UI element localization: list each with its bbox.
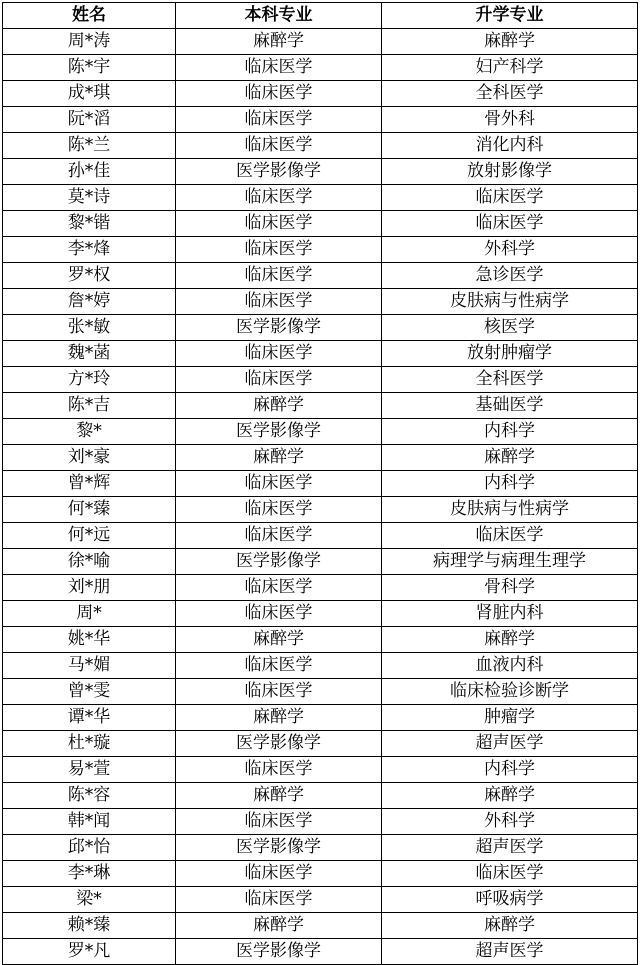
cell-graduate-major: 消化内科 (382, 133, 638, 159)
cell-graduate-major: 内科学 (382, 471, 638, 497)
header-row (3, 3, 638, 29)
cell-undergrad-major: 临床医学 (176, 367, 382, 393)
cell-graduate-major: 放射影像学 (382, 159, 638, 185)
table-row (3, 497, 638, 523)
cell-undergrad-major: 临床医学 (176, 133, 382, 159)
cell-graduate-major: 麻醉学 (382, 29, 638, 55)
cell-graduate-major: 临床医学 (382, 211, 638, 237)
cell-name: 徐*喻 (3, 549, 176, 575)
cell-graduate-major: 病理学与病理生理学 (382, 549, 638, 575)
table-row (3, 887, 638, 913)
cell-name: 李*琳 (3, 861, 176, 887)
cell-undergrad-major: 临床医学 (176, 263, 382, 289)
cell-name: 周* (3, 601, 176, 627)
cell-name: 刘*豪 (3, 445, 176, 471)
cell-name: 邱*怡 (3, 835, 176, 861)
cell-undergrad-major: 麻醉学 (176, 783, 382, 809)
cell-graduate-major: 外科学 (382, 809, 638, 835)
cell-undergrad-major: 临床医学 (176, 523, 382, 549)
table-row (3, 55, 638, 81)
cell-graduate-major: 肿瘤学 (382, 705, 638, 731)
table-row (3, 861, 638, 887)
table-row (3, 185, 638, 211)
cell-graduate-major: 全科医学 (382, 367, 638, 393)
cell-graduate-major: 临床医学 (382, 185, 638, 211)
table-row (3, 263, 638, 289)
cell-undergrad-major: 麻醉学 (176, 913, 382, 939)
table-row (3, 289, 638, 315)
table-row (3, 731, 638, 757)
table-row (3, 445, 638, 471)
table-row (3, 133, 638, 159)
table-row (3, 367, 638, 393)
cell-name: 罗*凡 (3, 939, 176, 965)
cell-name: 曾*辉 (3, 471, 176, 497)
student-majors-table (2, 2, 638, 965)
cell-name: 何*远 (3, 523, 176, 549)
cell-undergrad-major: 临床医学 (176, 861, 382, 887)
cell-graduate-major: 内科学 (382, 419, 638, 445)
cell-name: 赖*臻 (3, 913, 176, 939)
cell-graduate-major: 临床医学 (382, 861, 638, 887)
cell-name: 何*臻 (3, 497, 176, 523)
cell-undergrad-major: 麻醉学 (176, 29, 382, 55)
cell-undergrad-major: 临床医学 (176, 237, 382, 263)
table-row (3, 29, 638, 55)
cell-name: 罗*权 (3, 263, 176, 289)
cell-name: 李*烽 (3, 237, 176, 263)
cell-undergrad-major: 临床医学 (176, 289, 382, 315)
cell-name: 周*涛 (3, 29, 176, 55)
table-row (3, 315, 638, 341)
table-row (3, 601, 638, 627)
cell-name: 莫*诗 (3, 185, 176, 211)
table-row (3, 783, 638, 809)
cell-undergrad-major: 临床医学 (176, 653, 382, 679)
table-row (3, 159, 638, 185)
cell-graduate-major: 呼吸病学 (382, 887, 638, 913)
cell-name: 张*敏 (3, 315, 176, 341)
table-row (3, 211, 638, 237)
cell-undergrad-major: 临床医学 (176, 341, 382, 367)
table-body (3, 29, 638, 965)
column-header-undergrad-major: 本科专业 (176, 3, 382, 29)
table-row (3, 471, 638, 497)
cell-name: 梁* (3, 887, 176, 913)
cell-undergrad-major: 医学影像学 (176, 159, 382, 185)
cell-name: 谭*华 (3, 705, 176, 731)
cell-name: 方*玲 (3, 367, 176, 393)
cell-undergrad-major: 临床医学 (176, 185, 382, 211)
cell-graduate-major: 肾脏内科 (382, 601, 638, 627)
table-row (3, 913, 638, 939)
table-row (3, 705, 638, 731)
table-row (3, 939, 638, 965)
cell-graduate-major: 麻醉学 (382, 913, 638, 939)
cell-name: 詹*婷 (3, 289, 176, 315)
cell-graduate-major: 麻醉学 (382, 445, 638, 471)
cell-name: 孙*佳 (3, 159, 176, 185)
cell-name: 马*媚 (3, 653, 176, 679)
cell-graduate-major: 外科学 (382, 237, 638, 263)
cell-name: 黎*锴 (3, 211, 176, 237)
cell-undergrad-major: 临床医学 (176, 679, 382, 705)
column-header-name: 姓名 (3, 3, 176, 29)
cell-name: 陈*宇 (3, 55, 176, 81)
cell-undergrad-major: 麻醉学 (176, 627, 382, 653)
cell-graduate-major: 全科医学 (382, 81, 638, 107)
cell-undergrad-major: 临床医学 (176, 471, 382, 497)
cell-graduate-major: 临床检验诊断学 (382, 679, 638, 705)
cell-undergrad-major: 临床医学 (176, 757, 382, 783)
table-row (3, 835, 638, 861)
cell-undergrad-major: 麻醉学 (176, 445, 382, 471)
cell-graduate-major: 基础医学 (382, 393, 638, 419)
cell-name: 姚*华 (3, 627, 176, 653)
table-row (3, 653, 638, 679)
cell-graduate-major: 核医学 (382, 315, 638, 341)
table-row (3, 341, 638, 367)
table-row (3, 107, 638, 133)
cell-graduate-major: 骨科学 (382, 575, 638, 601)
cell-graduate-major: 皮肤病与性病学 (382, 497, 638, 523)
cell-undergrad-major: 临床医学 (176, 887, 382, 913)
table-row (3, 809, 638, 835)
table-row (3, 549, 638, 575)
cell-graduate-major: 急诊医学 (382, 263, 638, 289)
cell-name: 杜*璇 (3, 731, 176, 757)
table-row (3, 523, 638, 549)
cell-graduate-major: 超声医学 (382, 835, 638, 861)
cell-graduate-major: 临床医学 (382, 523, 638, 549)
cell-graduate-major: 麻醉学 (382, 783, 638, 809)
table-row (3, 575, 638, 601)
cell-undergrad-major: 临床医学 (176, 809, 382, 835)
cell-graduate-major: 超声医学 (382, 939, 638, 965)
cell-name: 曾*雯 (3, 679, 176, 705)
cell-undergrad-major: 临床医学 (176, 497, 382, 523)
cell-undergrad-major: 麻醉学 (176, 393, 382, 419)
cell-undergrad-major: 医学影像学 (176, 315, 382, 341)
cell-undergrad-major: 临床医学 (176, 601, 382, 627)
cell-undergrad-major: 医学影像学 (176, 731, 382, 757)
cell-name: 陈*兰 (3, 133, 176, 159)
cell-undergrad-major: 医学影像学 (176, 939, 382, 965)
cell-graduate-major: 妇产科学 (382, 55, 638, 81)
cell-graduate-major: 超声医学 (382, 731, 638, 757)
cell-undergrad-major: 临床医学 (176, 575, 382, 601)
cell-undergrad-major: 医学影像学 (176, 419, 382, 445)
cell-name: 刘*朋 (3, 575, 176, 601)
table-row (3, 419, 638, 445)
cell-undergrad-major: 临床医学 (176, 81, 382, 107)
table-row (3, 81, 638, 107)
cell-graduate-major: 血液内科 (382, 653, 638, 679)
cell-undergrad-major: 医学影像学 (176, 549, 382, 575)
cell-name: 陈*吉 (3, 393, 176, 419)
cell-graduate-major: 骨外科 (382, 107, 638, 133)
cell-name: 韩*闻 (3, 809, 176, 835)
table-row (3, 627, 638, 653)
cell-name: 易*萱 (3, 757, 176, 783)
cell-undergrad-major: 医学影像学 (176, 835, 382, 861)
cell-name: 成*琪 (3, 81, 176, 107)
cell-graduate-major: 内科学 (382, 757, 638, 783)
cell-graduate-major: 皮肤病与性病学 (382, 289, 638, 315)
cell-name: 阮*滔 (3, 107, 176, 133)
column-header-graduate-major: 升学专业 (382, 3, 638, 29)
cell-undergrad-major: 麻醉学 (176, 705, 382, 731)
cell-name: 黎* (3, 419, 176, 445)
cell-name: 魏*菡 (3, 341, 176, 367)
table-row (3, 679, 638, 705)
table-row (3, 393, 638, 419)
cell-undergrad-major: 临床医学 (176, 55, 382, 81)
cell-undergrad-major: 临床医学 (176, 107, 382, 133)
cell-graduate-major: 放射肿瘤学 (382, 341, 638, 367)
cell-graduate-major: 麻醉学 (382, 627, 638, 653)
table-row (3, 757, 638, 783)
cell-undergrad-major: 临床医学 (176, 211, 382, 237)
table-row (3, 237, 638, 263)
cell-name: 陈*容 (3, 783, 176, 809)
